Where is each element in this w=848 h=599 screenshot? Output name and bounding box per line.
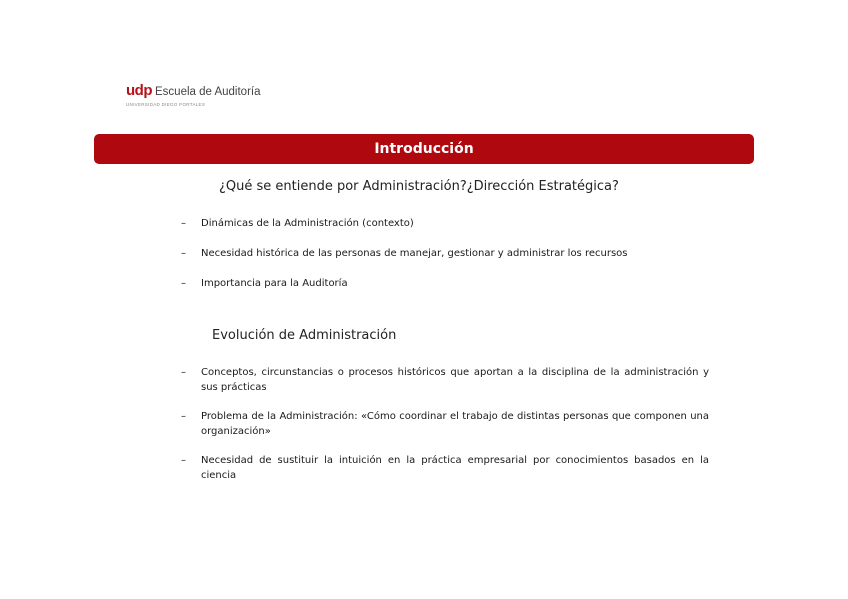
list-item bbox=[181, 453, 709, 483]
dash-bullet: – bbox=[181, 248, 186, 259]
section-heading-evolucion: Evolución de Administración bbox=[212, 328, 397, 343]
list-item-text: Necesidad de sustituir la intuición en la práctica empresarial por conocimientos basados en la ciencia bbox=[201, 455, 709, 481]
logo-tagline: UNIVERSIDAD DIEGO PORTALES bbox=[126, 102, 206, 107]
list-item bbox=[181, 216, 711, 231]
dash-bullet: – bbox=[181, 367, 186, 378]
list-item-text: Conceptos, circunstancias o procesos históricos que aportan a la disciplina de la administración y sus prácticas bbox=[201, 367, 709, 393]
dash-bullet: – bbox=[181, 411, 186, 422]
logo-brand: udp bbox=[126, 82, 152, 99]
list-item-text: Necesidad histórica de las personas de manejar, gestionar y administrar los recursos bbox=[201, 248, 628, 259]
list-item-text: Problema de la Administración: «Cómo coordinar el trabajo de distintas personas que componen una organización» bbox=[201, 411, 709, 437]
list-item bbox=[181, 276, 711, 291]
list-item bbox=[181, 409, 709, 439]
logo-school-name: Escuela de Auditoría bbox=[155, 86, 261, 98]
list-item bbox=[181, 246, 711, 261]
section-heading-administracion: ¿Qué se entiende por Administración?¿Dirección Estratégica? bbox=[219, 179, 619, 194]
bullet-list-administracion bbox=[181, 216, 711, 306]
list-item-text: Importancia para la Auditoría bbox=[201, 278, 348, 289]
udp-logo bbox=[126, 82, 261, 99]
list-item bbox=[181, 365, 709, 395]
dash-bullet: – bbox=[181, 218, 186, 229]
dash-bullet: – bbox=[181, 278, 186, 289]
bullet-list-evolucion bbox=[181, 365, 709, 497]
page-title: Introducción bbox=[374, 141, 474, 157]
list-item-text: Dinámicas de la Administración (contexto) bbox=[201, 218, 414, 229]
dash-bullet: – bbox=[181, 455, 186, 466]
title-bar bbox=[94, 134, 754, 164]
